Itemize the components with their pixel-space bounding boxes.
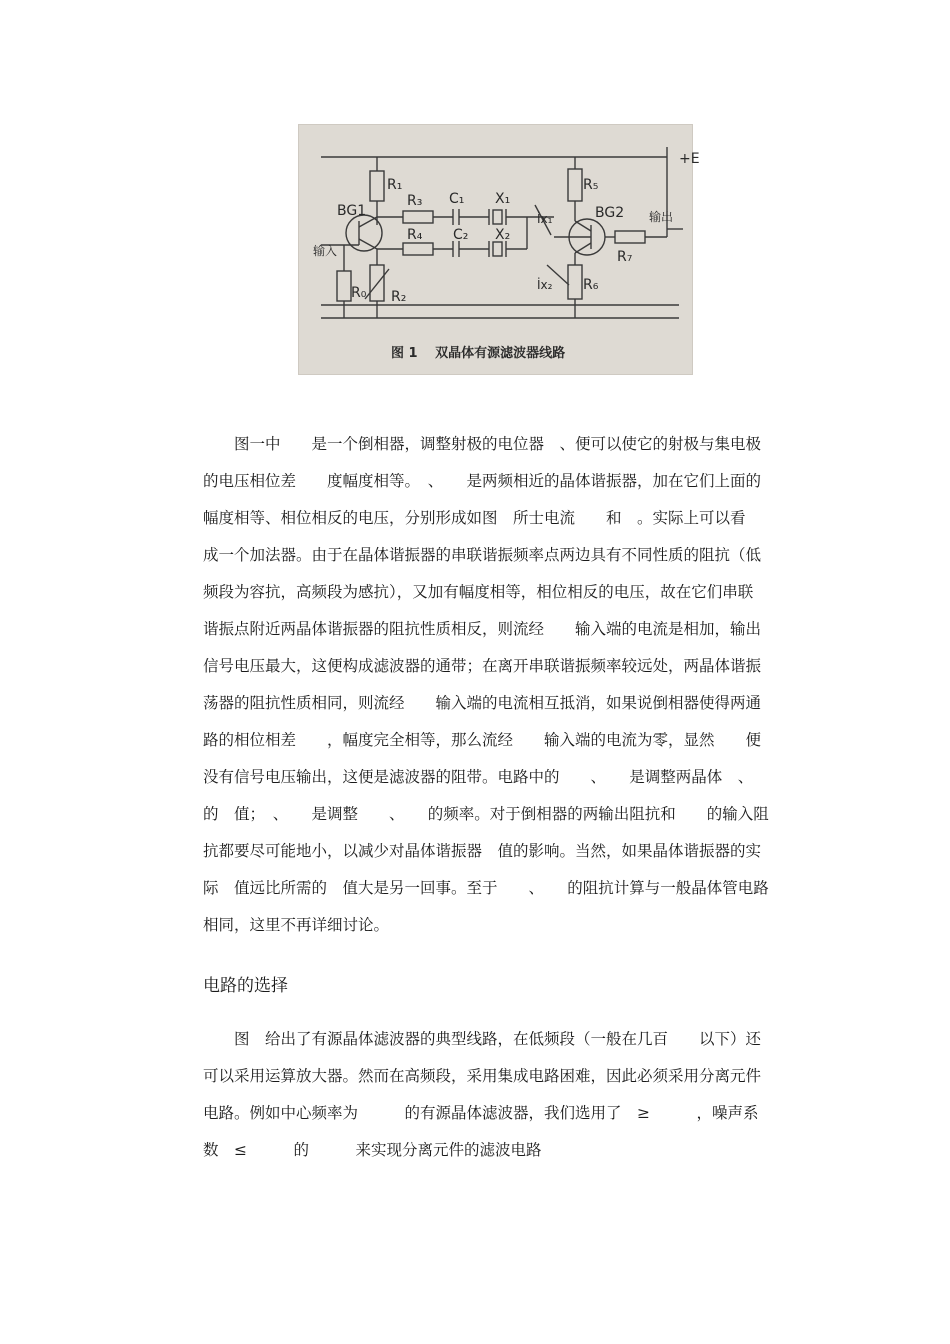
label-x1: X₁	[495, 191, 511, 207]
label-r1: R₁	[387, 177, 403, 193]
circuit-figure	[298, 124, 700, 375]
label-r2: R₂	[391, 289, 407, 305]
label-bg1: BG1	[337, 203, 367, 219]
circuit-diagram	[299, 125, 700, 374]
label-c2: C₂	[453, 227, 469, 243]
paragraph-1-line: 幅度相等、相位相反的电压，分别形成如图 所士电流 和 。实际上可以看	[203, 509, 746, 527]
label-ix1: İx₁	[537, 212, 553, 226]
r3-resistor	[403, 211, 433, 223]
figure-caption: 图 1 双晶体有源滤波器线路	[391, 346, 566, 361]
paragraph-1-line: 频段为容抗，高频段为感抗），又加有幅度相等，相位相反的电压，故在它们串联	[203, 583, 754, 601]
paragraph-1-line: 相同，这里不再详细讨论。	[203, 916, 390, 934]
paragraph-1-line: 路的相位相差 ，幅度完全相等，那么流经 输入端的电流为零，显然 便	[203, 731, 762, 749]
label-r7: R₇	[617, 249, 633, 265]
label-x2: X₂	[495, 227, 511, 243]
r4-resistor	[403, 243, 433, 255]
paragraph-1-line: 没有信号电压输出，这便是滤波器的阻带。电路中的 、 是调整两晶体 、	[203, 768, 754, 786]
label-c1: C₁	[449, 191, 465, 207]
label-plus-e: +E	[679, 151, 700, 167]
label-ix2: İx₂	[537, 278, 553, 292]
label-output: 输出	[649, 210, 674, 224]
paragraph-2-line: 可以采用运算放大器。然而在高频段，采用集成电路困难，因此必须采用分离元件	[203, 1067, 762, 1085]
label-r3: R₃	[407, 193, 423, 209]
label-input: 输入	[313, 244, 338, 258]
label-r6: R₆	[583, 277, 599, 293]
r5-resistor	[568, 169, 582, 201]
paragraph-1-line: 荡器的阻抗性质相同，则流经 输入端的电流相互抵消，如果说倒相器使得两通	[203, 694, 762, 712]
section-heading: 电路的选择	[203, 976, 288, 996]
paragraph-1-line: 际 值远比所需的 值大是另一回事。至于 、 的阻抗计算与一般晶体管电路	[203, 879, 769, 897]
paragraph-1-line: 信号电压最大，这便构成滤波器的通带；在离开串联谐振频率较远处，两晶体谐振	[203, 657, 762, 675]
paragraph-1-line: 抗都要尽可能地小，以减少对晶体谐振器 值的影响。当然，如果晶体谐振器的实	[203, 842, 762, 860]
paragraph-1-line: 的电压相位差 度幅度相等。 、 是两频相近的晶体谐振器，加在它们上面的	[203, 472, 762, 490]
r0-resistor	[337, 271, 351, 301]
label-r4: R₄	[407, 227, 423, 243]
paragraph-1-line: 成一个加法器。由于在晶体谐振器的串联谐振频率点两边具有不同性质的阻抗（低	[203, 546, 762, 564]
label-r5: R₅	[583, 177, 599, 193]
paragraph-1-line: 的 值； 、 是调整 、 的频率。对于倒相器的两输出阻抗和 的输入阻	[203, 805, 769, 823]
label-r0: R₀	[351, 285, 367, 301]
paragraph-1-line: 谐振点附近两晶体谐振器的阻抗性质相反，则流经 输入端的电流是相加，输出	[203, 620, 762, 638]
paragraph-1-line: 图一中 是一个倒相器，调整射极的电位器 、便可以使它的射极与集电极	[203, 435, 762, 453]
r7-resistor	[615, 231, 645, 243]
paragraph-2-line: 电路。例如中心频率为 的有源晶体滤波器，我们选用了 ≥ ，噪声系	[203, 1104, 759, 1122]
label-bg2: BG2	[595, 205, 625, 221]
paragraph-2-line: 数 ≤ 的 来实现分离元件的滤波电路	[203, 1141, 542, 1159]
r1-resistor	[370, 171, 384, 201]
r6-resistor	[568, 265, 582, 299]
paragraph-2-line: 图 给出了有源晶体滤波器的典型线路，在低频段（一般在几百 以下）还	[203, 1030, 762, 1048]
